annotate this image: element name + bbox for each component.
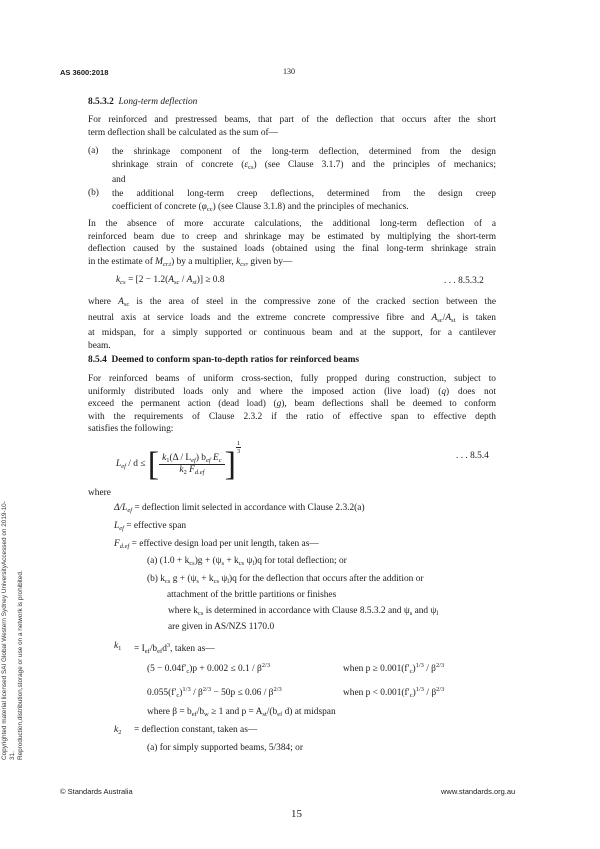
text-line: neutral axis at service loads and the extreme concrete compressive fibre and $A_{sc}/A_{st}$ is taken (88, 312, 496, 324)
list-item-b (112, 188, 496, 216)
text-line: uniformly distributed loads only and where the imposed action (live load) (q) does not (88, 386, 496, 397)
intro-paragraph (88, 114, 496, 139)
paragraph-854 (88, 373, 496, 436)
load-case-b (147, 573, 497, 601)
page-number-header: 130 (283, 67, 295, 76)
definition-effective-span: $L_{ef}$ = effective span (114, 521, 187, 532)
text-line: where $A_{sc}$ is the area of steel in the compressive zone of the cracked section between the (88, 297, 497, 308)
text-line: exceed the permanent action (dead load) (g), beam deflections shall be deemed to conform (88, 399, 496, 410)
section-title: Long-term deflection (118, 97, 198, 107)
text-line: For reinforced beams of uniform cross-section, fully propped during construction, subject to (88, 374, 496, 384)
section-number: 8.5.3.2 (88, 97, 114, 107)
k1-where: where $\beta = b_{ef}/b_w \ge 1$ and $p = A_{st}/(b_{ef}$ d) at midspan (147, 707, 336, 718)
equation-number-854: . . . 8.5.4 (456, 451, 489, 461)
k2-case-a: (a) for simply supported beams, 5/384; or (147, 743, 303, 753)
text-line: in the estimate of $M_{cr.t}$) by a multiplier, $k_{cs}$, given by— (88, 256, 293, 268)
list-item-a (112, 146, 496, 187)
footer-url[interactable]: www.standards.org.au (441, 787, 516, 796)
standard-designation: AS 3600:2018 (60, 68, 109, 77)
equation-number-8532: . . . 8.5.3.2 (444, 276, 484, 286)
text-line: For reinforced and prestressed beams, that part of the deflection that occurs after the short (88, 115, 496, 125)
k2-symbol: $k_2$ (114, 725, 122, 736)
text-line: satisfies the following: (88, 424, 174, 435)
text-line: beam. (88, 340, 111, 351)
definition-deflection-limit: $\Delta/L_{ef}$ = deflection limit selected in accordance with Clause 2.3.2(a) (114, 503, 365, 514)
text-line: the shrinkage component of the long-term deflection, determined from the design (112, 147, 496, 157)
side-notice-line2: Reproduction,distribution,storage or use on a network is prohibited. (17, 570, 24, 760)
k1-condition-2: when $p < 0.001(f'_c)^{1/3} / \beta^{2/3}$ (343, 686, 445, 699)
text-line: attachment of the brittle partitions or finishes (167, 589, 337, 600)
k1-symbol: $k_1$ (114, 641, 122, 652)
text-line: are given in AS/NZS 1170.0 (168, 621, 275, 632)
k2-definition: = deflection constant, taken as— (134, 725, 258, 735)
k1-condition-1: when $p \ge 0.001(f'_c)^{1/3} / \beta^{2/3}$ (343, 662, 445, 675)
definition-effective-load: $F_{d.ef}$ = effective design load per unit length, taken as— (114, 539, 319, 550)
footer-page-number: 15 (291, 808, 302, 820)
left-bracket: [ (147, 445, 160, 483)
list-label-a: (a) (88, 146, 99, 156)
paragraph-absence (88, 218, 496, 271)
k1-definition: = $I_{ef}/b_{ef}d^3$, taken as— (134, 642, 215, 655)
exponent-fraction: $\frac{1}{3}$ (237, 440, 241, 455)
copyright-side-notice (1, 500, 31, 760)
k1-expression-2: $0.055(f'_c)^{1/3} / \beta^{2/3} - 50p \le 0.06 / \beta^{2/3}$ (147, 686, 282, 699)
where-label: where (88, 488, 111, 498)
text-line: at midspan, for a simply supported or continuous beam and at the support, for a cantilever (88, 328, 496, 339)
right-bracket: ] (224, 445, 236, 483)
equation-fraction: $\frac{k_1(\Delta / L_{ef}) b_{ef} E_c}{k_2 F_{d.ef}}$ (159, 453, 225, 476)
k1-expression-1: $(5 - 0.04f'_c)p + 0.002 \le 0.1 / \beta^{2/3}$ (147, 662, 271, 675)
list-label-b: (b) (88, 188, 99, 198)
text-line: (b) $k_{cs}$ $g + (\psi_s + k_{cs}$ $\psi_l)q$ for the deflection that occurs after the addition or (147, 574, 424, 585)
section-heading-854 (88, 354, 359, 366)
text-line: with the requirements of Clause 2.3.2 if the ratio of effective span to effective depth (88, 411, 496, 422)
section-number: 8.5.4 (88, 355, 107, 365)
load-case-where (168, 605, 498, 633)
side-notice-line1: Copyrighted material licensed SAI Global Western Sydney UniversityAccessed on 2019-10-31. (1, 501, 16, 760)
text-line: the additional long-term creep deflections, determined from the design creep (112, 189, 496, 199)
text-line: where $k_{cs}$ is determined in accordance with Clause 8.5.3.2 and $\psi_s$ and $\psi_l$ (168, 606, 439, 617)
text-line: reinforced beam due to creep and shrinkage may be estimated by multiplying the short-term (88, 231, 496, 242)
section-title: Deemed to conform span-to-depth ratios for reinforced beams (111, 355, 360, 365)
text-line: coefficient of concrete $(\varphi_{cc})$ (see Clause 3.1.8) and the principles of mechanics. (112, 201, 409, 213)
text-line: term deflection shall be calculated as the sum of— (88, 127, 279, 138)
paragraph-where-asc (88, 296, 496, 352)
text-line: and (112, 175, 126, 186)
text-line: deflection caused by the sustained loads (obtained using the final long-term shrinkage strain (88, 244, 496, 255)
footer-copyright: © Standards Australia (60, 787, 133, 796)
equation-854: $L_{ef}$ / d ≤ [ $\frac{k_1(\Delta / L_{ef}) b_{ef} E_c}{k_2 F_{d.ef}}$ ] $\frac{1}{3}$ (116, 440, 241, 483)
text-line: shrinkage strain of concrete $(\varepsilon_{cs})$ (see Clause 3.1.7) and the principles of mechanics; (112, 159, 497, 171)
equation-8532: $k_{cs} = [2 - 1.2(A_{sc} / A_{st})] \ge 0.8$ (116, 275, 225, 286)
text-line: In the absence of more accurate calculations, the additional long-term deflection of a (88, 219, 496, 229)
load-case-a: (a) $(1.0 + k_{cs})g + (\psi_s + k_{cs}$ $\psi_l)q$ for total deflection; or (147, 556, 347, 567)
section-heading-8532 (88, 96, 197, 108)
